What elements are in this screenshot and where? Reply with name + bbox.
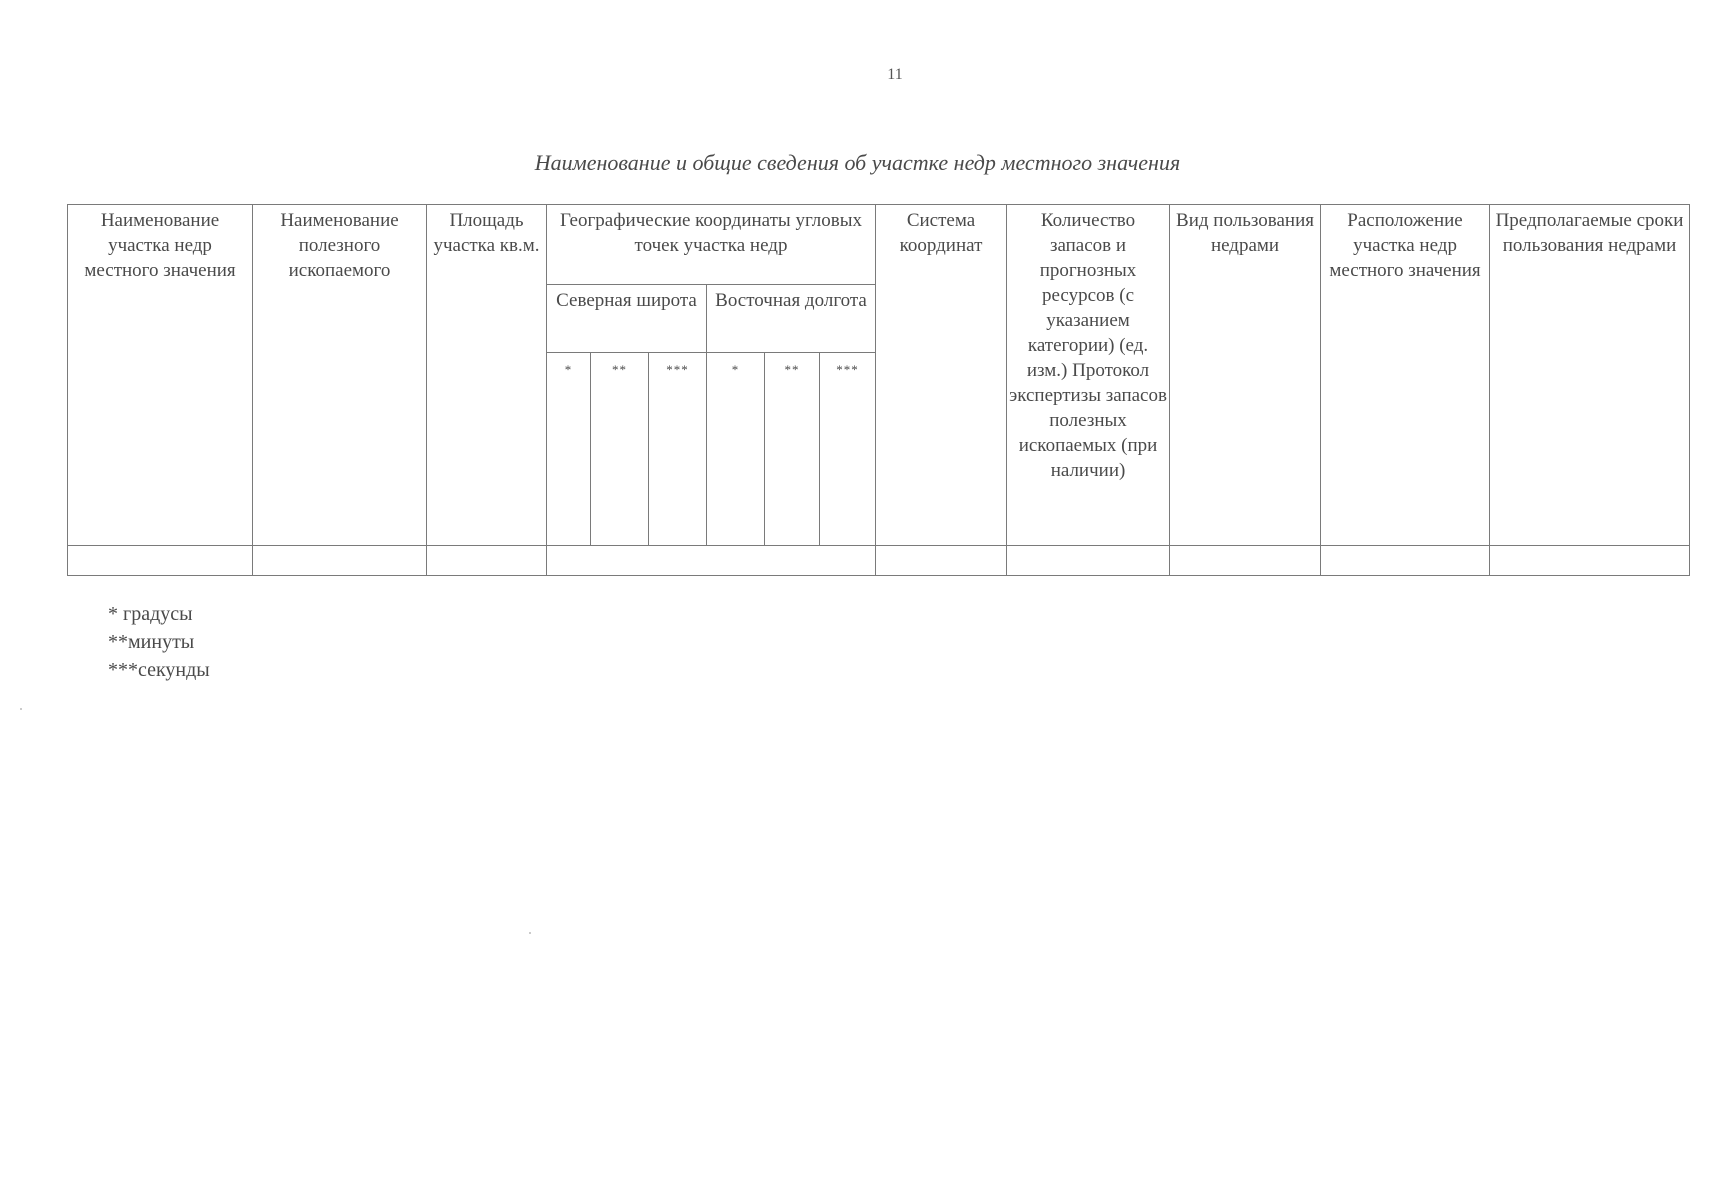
header-coordinate-system: Система координат: [876, 205, 1007, 546]
table-cell: [1170, 546, 1321, 576]
table-cell: [68, 546, 253, 576]
sub-header-seconds: ***: [820, 353, 876, 546]
header-mineral: Наименование полезного ископаемого: [253, 205, 427, 546]
header-name: Наименование участка недр местного значения: [68, 205, 253, 546]
table-cell: [427, 546, 547, 576]
header-usage-type: Вид пользования недрами: [1170, 205, 1321, 546]
table-cell: [253, 546, 427, 576]
sub-header-minutes: **: [765, 353, 820, 546]
table-cell: [876, 546, 1007, 576]
footnote-degrees: * градусы: [108, 603, 193, 625]
table-cell: [547, 546, 876, 576]
header-reserves: Количество запасов и прогнозных ресурсов (с указанием категории) (ед. изм.) Протокол экспертизы запасов полезных ископаемых (при наличии): [1007, 205, 1170, 546]
header-area: Площадь участка кв.м.: [427, 205, 547, 546]
sub-header-degrees: *: [707, 353, 765, 546]
sub-header-degrees: *: [547, 353, 591, 546]
subsoil-info-table: [67, 204, 1690, 576]
table-cell: [1490, 546, 1690, 576]
footnote-seconds: ***секунды: [108, 659, 210, 681]
header-coordinates: Географические координаты угловых точек участка недр: [547, 205, 876, 285]
table-row: [68, 546, 1690, 576]
footnote-legend: [108, 600, 210, 684]
footnote-minutes: **минуты: [108, 631, 195, 653]
scan-speck: [20, 708, 22, 710]
header-terms: Предполагаемые сроки пользования недрами: [1490, 205, 1690, 546]
document-title: Наименование и общие сведения об участке недр местного значения: [534, 150, 1181, 175]
table-cell: [1321, 546, 1490, 576]
header-north-latitude: Северная широта: [547, 285, 707, 353]
page-number: 11: [887, 66, 903, 83]
sub-header-minutes: **: [591, 353, 649, 546]
header-location: Расположение участка недр местного значения: [1321, 205, 1490, 546]
table-cell: [1007, 546, 1170, 576]
scan-speck: [529, 932, 531, 934]
header-east-longitude: Восточная долгота: [707, 285, 876, 353]
sub-header-seconds: ***: [649, 353, 707, 546]
